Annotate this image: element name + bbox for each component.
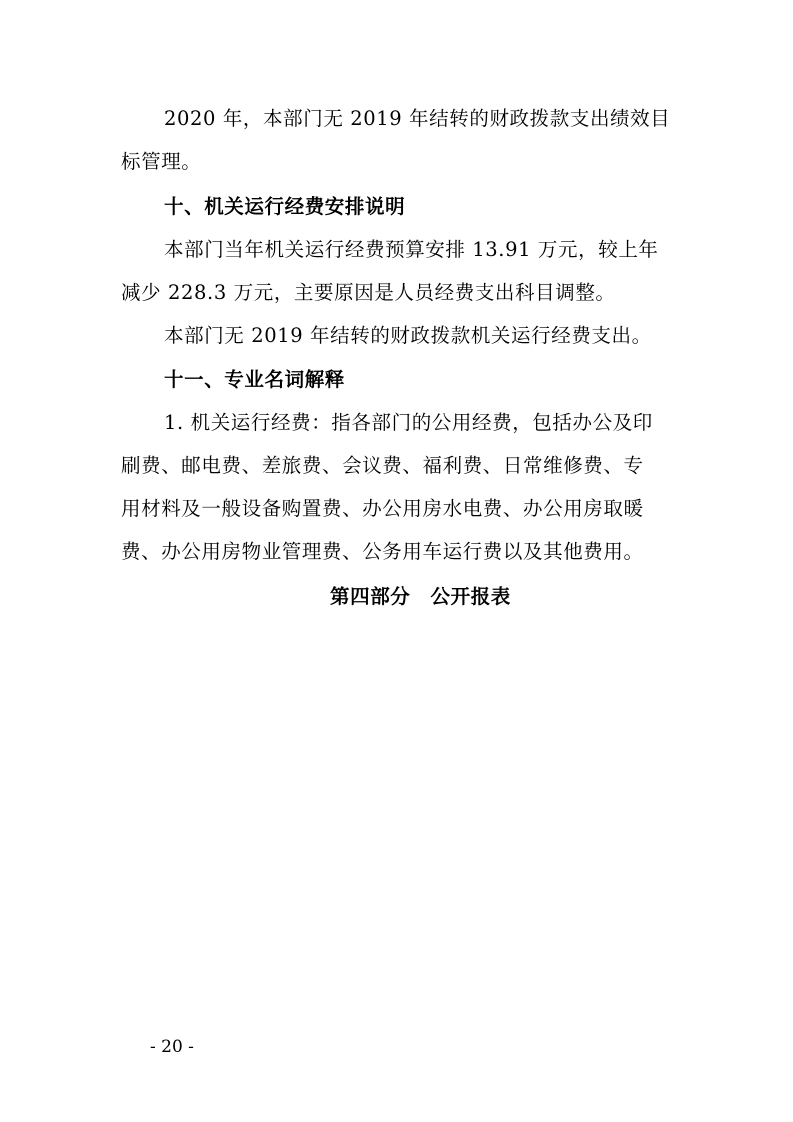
- paragraph-line: 本部门无 2019 年结转的财政拨款机关运行经费支出。: [164, 324, 652, 347]
- definition-line: 1. 机关运行经费：指各部门的公用经费，包括办公及印: [164, 411, 653, 434]
- paragraph-line: 减少 228.3 万元，主要原因是人员经费支出科目调整。: [121, 281, 616, 304]
- paragraph-line: 本部门当年机关运行经费预算安排 13.91 万元，较上年: [164, 238, 659, 261]
- section-heading-10: 十、机关运行经费安排说明: [164, 195, 406, 218]
- section-heading-11: 十一、专业名词解释: [164, 368, 345, 391]
- definition-line: 费、办公用房物业管理费、公务用车运行费以及其他费用。: [121, 540, 644, 563]
- paragraph-line: 标管理。: [121, 150, 202, 173]
- definition-line: 用材料及一般设备购置费、办公用房水电费、办公用房取暖: [121, 497, 644, 520]
- definition-line: 刷费、邮电费、差旅费、会议费、福利费、日常维修费、专: [121, 454, 644, 477]
- paragraph-line: 2020 年，本部门无 2019 年结转的财政拨款支出绩效目: [164, 107, 671, 130]
- page-number: - 20 -: [150, 1037, 194, 1057]
- part-heading: 第四部分 公开报表: [330, 585, 511, 608]
